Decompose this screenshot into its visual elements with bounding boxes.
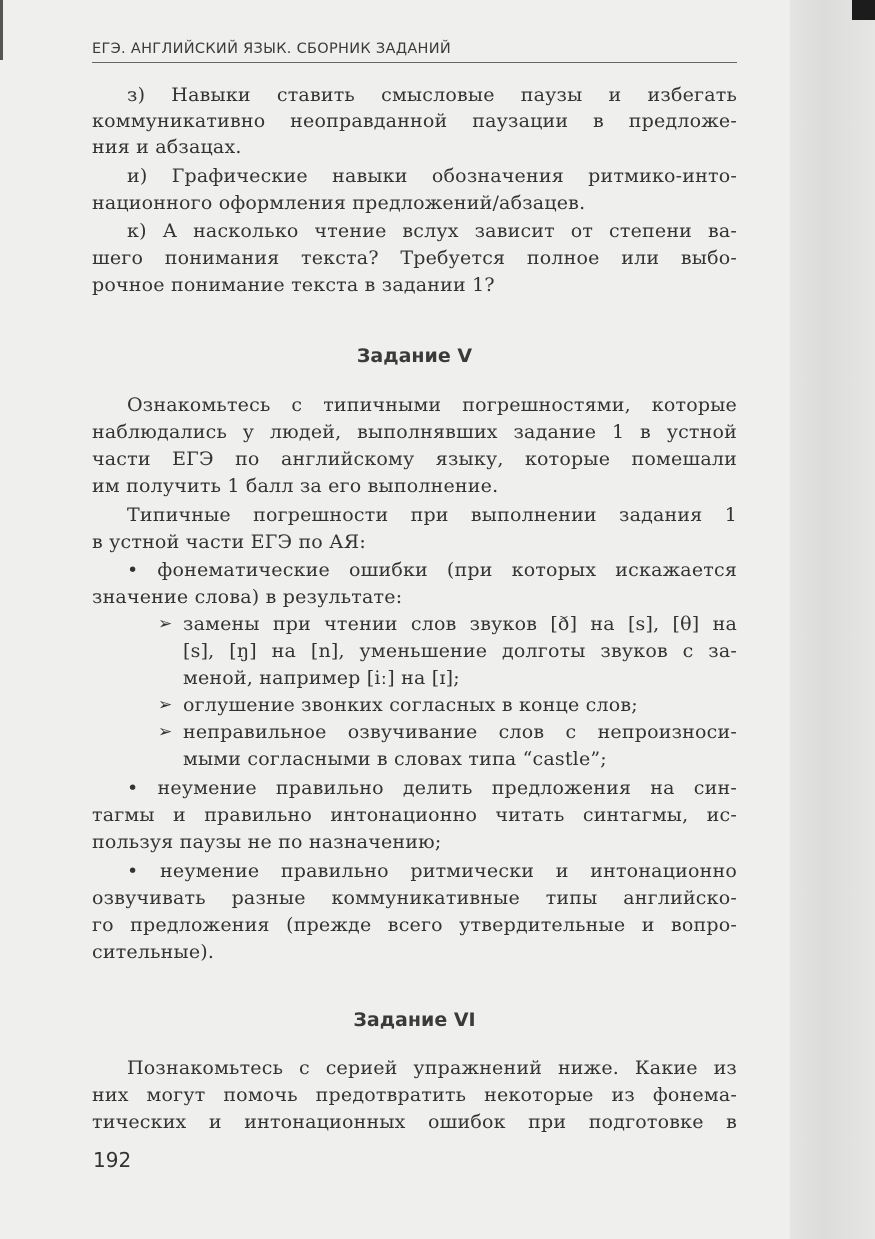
task-5-intro-line-4: им получить 1 балл за его выполнение. [92,475,499,497]
sub-item-1-line-1: замены при чтении слов звуков [ð] на [s], [θ] на [183,613,737,635]
task-5-intro-line-1: Ознакомьтесь с типичными погрешностями, которые [127,394,737,416]
header-rule [92,62,737,63]
sub-item-3-line-2: мыми согласными в словах типа “castle”; [183,748,607,770]
item-i-line-1: и) Графические навыки обозначения ритмико-инто- [127,165,737,187]
bullet-intonation-line-1: • неумение правильно ритмически и интонационно [127,860,737,882]
bullet-syntagm-line-3: пользуя паузы не по назначению; [92,831,442,853]
bullet-syntagm-line-2: тагмы и правильно интонационно читать синтагмы, ис- [92,804,737,826]
item-z-line-3: ния и абзацах. [92,136,242,158]
task-5-typical-line-1: Типичные погрешности при выполнении задания 1 [127,504,737,526]
bullet-syntagm-line-1: • неумение правильно делить предложения на син- [127,777,737,799]
item-z-line-1: з) Навыки ставить смысловые паузы и избегать [127,84,737,106]
arrow-bullet-icon: ➢ [158,722,173,742]
arrow-bullet-icon: ➢ [158,695,173,715]
page-edge-shadow [790,0,875,1239]
bullet-intonation-line-4: сительные). [92,941,215,963]
sub-item-2-line-1: оглушение звонких согласных в конце слов; [183,694,638,716]
bullet-intonation-line-2: озвучивать разные коммуникативные типы английско- [92,887,737,909]
item-i-line-2: национного оформления предложений/абзацев. [92,192,586,214]
scan-margin-mark [0,0,3,60]
task-6-line-1: Познакомьтесь с серией упражнений ниже. Какие из [127,1057,737,1079]
sub-item-1-line-3: меной, например [iː] на [ɪ]; [183,667,460,689]
running-header: ЕГЭ. АНГЛИЙСКИЙ ЯЗЫК. СБОРНИК ЗАДАНИЙ [92,41,452,57]
item-k-line-2: шего понимания текста? Требуется полное или выбо- [92,247,737,269]
task-5-heading: Задание V [356,345,473,367]
arrow-bullet-icon: ➢ [158,614,173,634]
page-number: 192 [93,1148,132,1172]
bullet-intonation-line-3: го предложения (прежде всего утвердительные и вопро- [92,914,737,936]
task-6-line-2: них могут помочь предотвратить некоторые из фонема- [92,1084,737,1106]
item-k-line-1: к) А насколько чтение вслух зависит от степени ва- [127,220,737,242]
item-k-line-3: рочное понимание текста в задании 1? [92,274,495,296]
task-5-intro-line-2: наблюдались у людей, выполнявших задание 1 в устной [92,421,737,443]
item-z-line-2: коммуникативно неоправданной паузации в предложе- [92,110,737,132]
task-5-typical-line-2: в устной части ЕГЭ по АЯ: [92,531,366,553]
task-5-intro-line-3: части ЕГЭ по английскому языку, которые помешали [92,448,737,470]
task-6-heading: Задание VI [353,1009,476,1031]
sub-item-3-line-1: неправильное озвучивание слов с непроизноси- [183,721,737,743]
task-6-line-3: тических и интонационных ошибок при подготовке в [92,1111,737,1133]
sub-item-1-line-2: [s], [ŋ] на [n], уменьшение долготы звуков с за- [183,640,737,662]
bullet-phonemic-line-1: • фонематические ошибки (при которых искажается [127,559,737,581]
bullet-phonemic-line-2: значение слова) в результате: [92,586,403,608]
scan-corner [852,0,875,20]
